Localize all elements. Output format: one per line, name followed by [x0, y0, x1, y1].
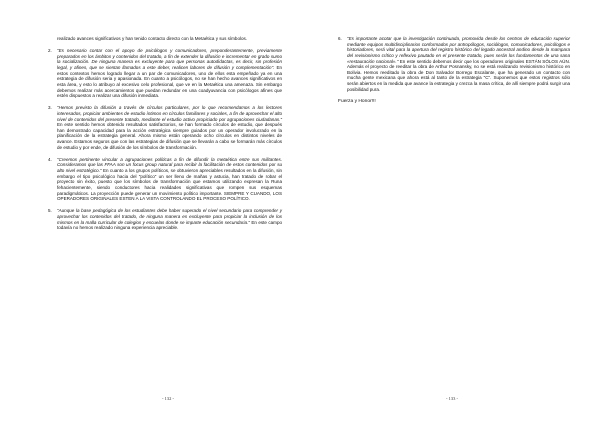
continuation-paragraph: realizado avances significativos y han tenido contacto directo con la Metaética y sus símbolos. — [57, 36, 248, 41]
left-page — [48, 36, 282, 237]
item-body: En cuanto a los grupos políticos, se obtuvieron apreciables resultados en la difusión, sin embargo el tipo psicológico hacia del "político" un ser lleno de mañas y astucia, han tratado de robar el proyecto sin éxito, puesto que los símbolos de transformación que estamos utilizando expresan la Runa fehacientemente, siendo conductores hacia realidades significativas que rompen sus esquemas paradigmáticos. La proyección puede generar un movimiento político importante. SIEMPRE Y CUANDO, LOS OPERADORES ORIGINALES ESTEN A LA VISTA CONTROLANDO EL PROCESO POLÍTICO. — [57, 168, 283, 202]
item-quote: "Aunque la base pedagógica de los estudiantes debe haber superado el nivel secundario para comprender y aprovechar los contenidos del tratado, de ninguna manera es excluyente para propiciar la inclusión de los mismos en la malla curricular de colegios y escuelas donde se imparte educación secundaria." — [57, 208, 282, 225]
list-item — [48, 208, 282, 231]
item-body: En este sentido debemos decir que los operadores originales ESTÁN SÓLOS AÚN. Además el proyecto de reeditar la obra de Arthur Posnansky, no se está realizando revisionismo histórico en Bolivia. Hemos reeditado la obra de Don Salvador Borrego Escalante, que ha generado un contacto con mucha gente mexicana que ahora está al tanto de la estrategia "C". Suponemos que estos registros sólo serán abiertos en la medida que avance la estrategia y crezca la masa crítica, de allí siempre podrá surgir una posibilidad pura. — [347, 58, 571, 92]
closing-line: Fuerza y Honor!!! — [338, 98, 376, 104]
list-item — [338, 36, 570, 92]
item-body: En este sentido hemos obtenido resultados satisfactorios, se han formado círculos de estudio, que después han demostrado capacidad para la acción estratégica siempre guiados por un operador involucrado en la planificación de la estrategia general. Ahora mismo están operando ocho círculos en distintos niveles de avance. Estamos seguros que con las estrategias de difusión que se llevarán a cabo se formarán más círculos de estudio y por ende, de difusión de los símbolos de transformación. — [57, 122, 282, 150]
item-body: En este campo todavía no hemos realizado ninguna experiencia apreciable. — [57, 219, 282, 231]
right-page — [338, 36, 570, 110]
item-body: En estos contextos hemos logrado llegar a un par de comunicadores, uno de ellos esta empeñado ya en una estrategia de difusión seria y apasionada. En cuanto a psicólogos, no se han hecho avances significativos en esta área, y esto lo atribuyo al excesivo celo profesional, que ve en la Metaética una amenaza. Sin embargo debemos realizar más acercamientos que puedan redundar en una coadyuvancia con psicólogos afines que estén dispuestos a realizar una difusión inmediata. — [57, 65, 282, 99]
item-number: 5. — [48, 208, 52, 214]
item-number: 4. — [48, 156, 52, 162]
item-number: 2. — [48, 48, 52, 54]
item-quote: "Es importante acotar que la investigación continuada, promovida desde los centros de educación superior mediante equipos multidisciplinarios conformados por antropólogos, sociólogos, comunicadores, psicólogos e historiadores, será vital para la apertura del registro histórico del legado ancestral andino desde la mampara del revisionismo crítico y reflexivo pautado en el presente tratado, pues serán los fundamentos de una sana «restauración nacional»." — [347, 36, 570, 64]
item-quote: "Hemos previsto la difusión a través de círculos particulares, por lo que recomendamos a los lectores interesados, propiciar ambientes de estudio íntimos en círculos familiares y sociales, a fin de aprovechar el alto nivel de contenidos del presente tratado, mediante el estudio activo propiciado por agrupaciones ciudadanas." — [57, 105, 282, 122]
item-quote: "Creemos pertinente vincular a agrupaciones políticas a fin de difundir la metaética entre sus militantes. Consideramos que las FFAA son un focus group natural para recibir la facilitación de estos contenidos por su alto nivel estratégico." — [57, 156, 282, 173]
page-number-left: - 132 - — [162, 396, 174, 401]
page-number-right: - 133 - — [446, 396, 458, 401]
item-number: 3. — [48, 105, 52, 111]
item-quote: "Es necesario contar con el apoyo de psicólogos y comunicadores, preponderantemente, previamente preparados en los ámbitos y contenidos del tratado, a fin de extender la difusión e incrementar en grado sumo la socialización. De ninguna manera es excluyente para que personas autodidactas, es decir, sin profesión legal, y afines, que se sientan llamados a este deber, realicen labores de difusión y complementación". — [57, 48, 282, 70]
item-number: 6. — [338, 36, 342, 41]
list-item — [48, 48, 282, 99]
list-item — [48, 157, 282, 202]
list-item — [48, 105, 282, 150]
